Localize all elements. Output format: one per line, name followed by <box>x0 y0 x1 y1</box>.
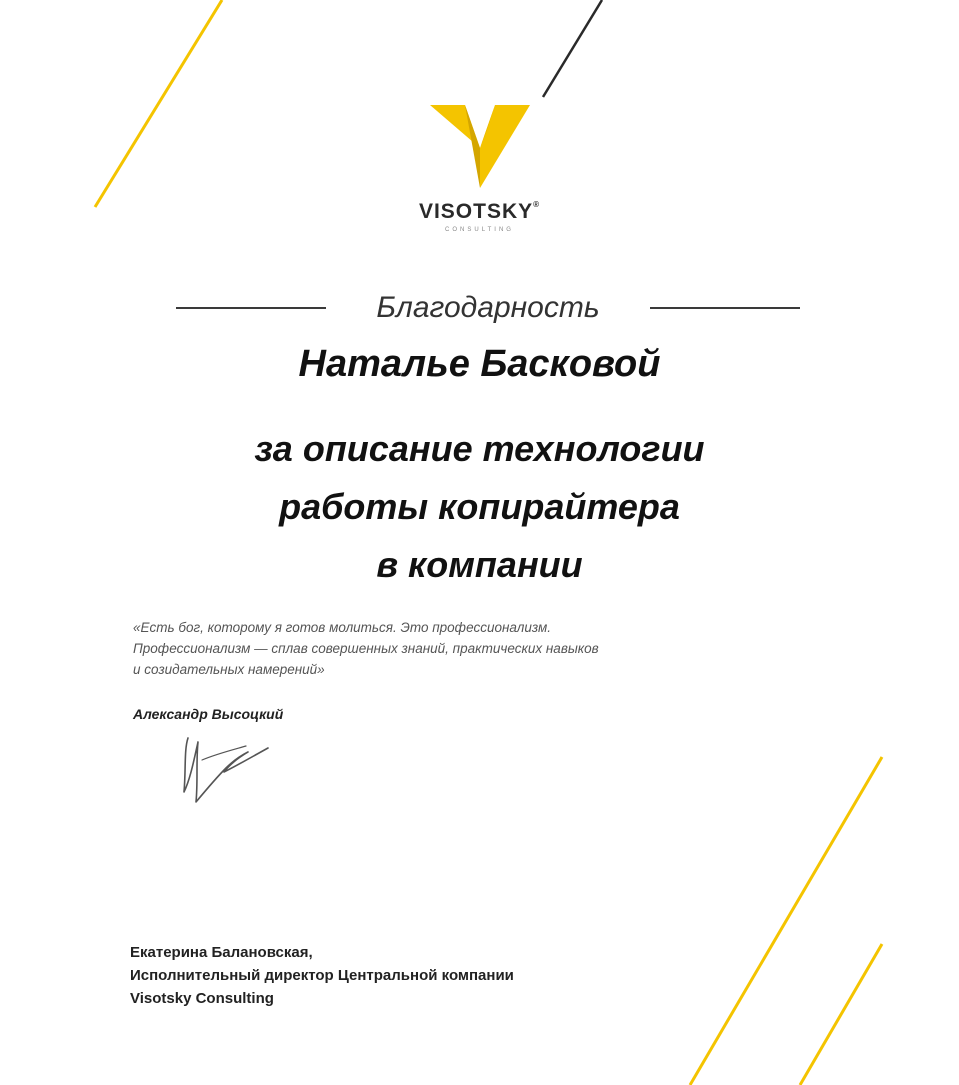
logo-wordmark: VISOTSKY® <box>418 200 541 223</box>
signer-title: Исполнительный директор Центральной компании <box>130 967 514 984</box>
signer-block <box>130 941 514 1010</box>
yellow-diagonal-bottom-right-long <box>690 757 882 1085</box>
quote-text <box>133 617 853 680</box>
quote-line: Профессионализм — сплав совершенных знаний, практических навыков <box>133 641 599 656</box>
heading-rule-right <box>650 307 800 309</box>
reason-text <box>0 420 959 594</box>
handwritten-signature <box>176 730 276 810</box>
visotsky-v-logo-icon <box>425 100 535 192</box>
company-logo <box>0 100 959 233</box>
heading-rule-left <box>176 307 326 309</box>
reason-line: в компании <box>376 544 583 585</box>
logo-tagline: CONSULTING <box>445 227 514 233</box>
quote-line: «Есть бог, которому я готов молиться. Это профессионализм. <box>133 620 551 635</box>
heading-row <box>176 288 800 328</box>
signer-name: Екатерина Балановская, <box>130 944 313 961</box>
quote-line: и созидательных намерений» <box>133 662 325 677</box>
dark-diagonal-top <box>543 0 602 97</box>
reason-line: за описание технологии <box>254 428 705 469</box>
yellow-diagonal-bottom-right-short <box>800 944 882 1085</box>
quote-author: Александр Высоцкий <box>133 706 284 722</box>
reason-line: работы копирайтера <box>279 486 680 527</box>
recipient-name: Наталье Басковой <box>298 343 661 385</box>
signer-company: Visotsky Consulting <box>130 990 274 1007</box>
certificate-heading: Благодарность <box>376 291 600 324</box>
